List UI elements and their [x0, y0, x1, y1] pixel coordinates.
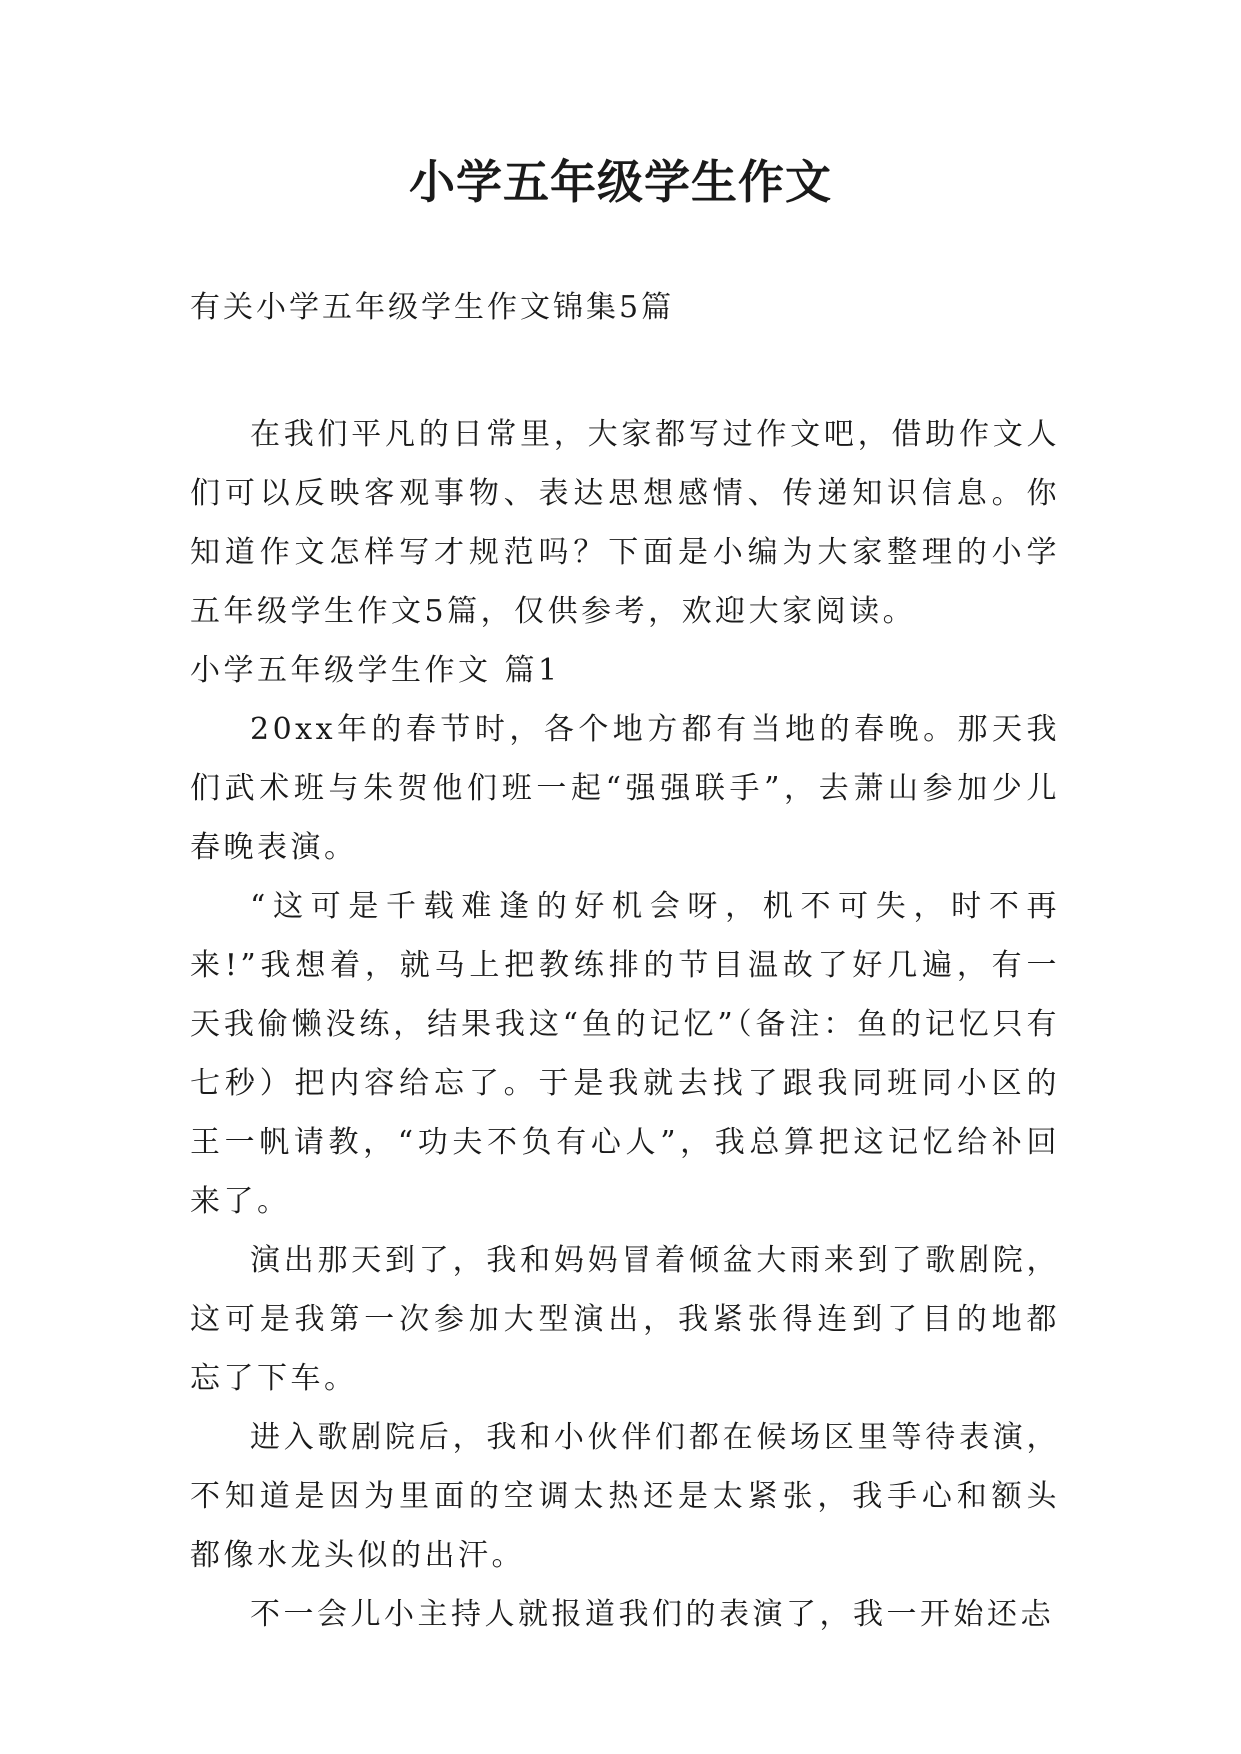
- document-body: [190, 405, 1060, 1644]
- body-paragraph: 不一会儿小主持人就报道我们的表演了，我一开始还忐: [250, 1597, 1054, 1632]
- body-paragraph: “这可是千载难逢的好机会呀，机不可失，时不再来!”我想着，就马上把教练排的节目温故了好几遍，有一天我偷懒没练，结果我这“鱼的记忆”（备注：鱼的记忆只有七秒）把内容给忘了。于是我就去找了跟我同班同小区的王一帆请教，“功夫不负有心人”，我总算把这记忆给补回来了。: [190, 889, 1060, 1219]
- document-subtitle: 有关小学五年级学生作文锦集5篇: [190, 290, 675, 325]
- document-title: 小学五年级学生作文: [409, 155, 832, 209]
- body-paragraph: 演出那天到了，我和妈妈冒着倾盆大雨来到了歌剧院，这可是我第一次参加大型演出，我紧张得连到了目的地都忘了下车。: [190, 1243, 1060, 1396]
- body-paragraph: 20xx年的春节时，各个地方都有当地的春晚。那天我们武术班与朱贺他们班一起“强强联手”，去萧山参加少儿春晚表演。: [190, 712, 1060, 865]
- section-heading: 小学五年级学生作文 篇1: [190, 653, 561, 688]
- body-paragraph: 进入歌剧院后，我和小伙伴们都在候场区里等待表演，不知道是因为里面的空调太热还是太紧张，我手心和额头都像水龙头似的出汗。: [190, 1420, 1060, 1573]
- intro-paragraph: 在我们平凡的日常里，大家都写过作文吧，借助作文人们可以反映客观事物、表达思想感情、传递知识信息。你知道作文怎样写才规范吗？下面是小编为大家整理的小学五年级学生作文5篇，仅供参考，欢迎大家阅读。: [190, 417, 1060, 629]
